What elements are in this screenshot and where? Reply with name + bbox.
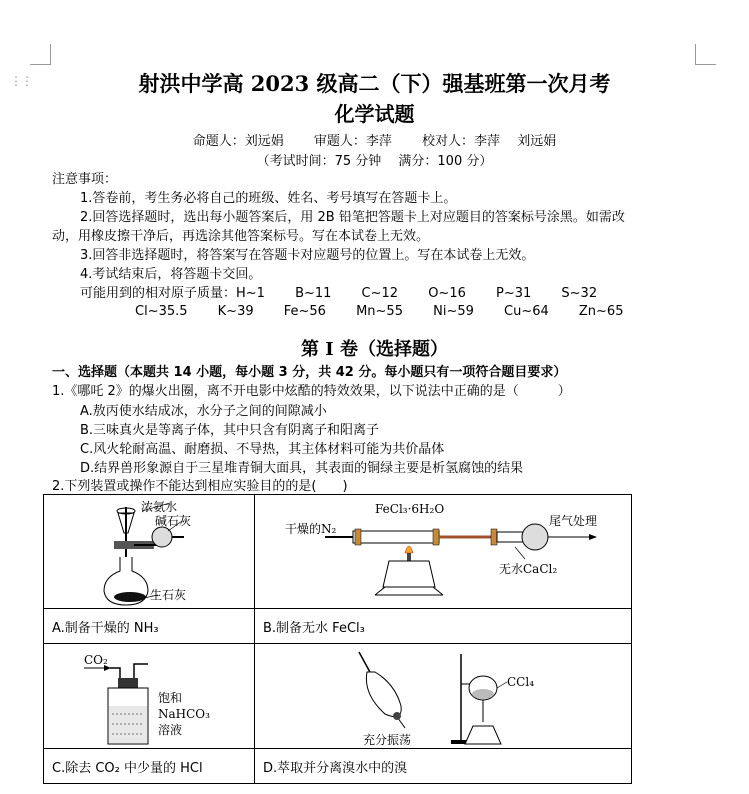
question-1-option-c: C.风火轮耐高温、耐磨损、不导热，其主体材料可能为共价晶体	[80, 442, 445, 457]
atomic-masses-line-1: 可能用到的相对原子质量：H~1 B~11 C~12 O~16 P~31 S~32	[80, 286, 598, 301]
figure-a-label-bottom: 生石灰	[150, 588, 187, 602]
section-title: 第 I 卷（选择题）	[301, 339, 448, 360]
exam-info: （考试时间：75 分钟 满分：100 分）	[256, 154, 493, 169]
note-item: 2.回答选择题时，选出每小题答案后，用 2B 铅笔把答题卡上对应题目的答案标号涂黑。如需改	[80, 210, 625, 225]
note-item: 1.答卷前，考生务必将自己的班级、姓名、考号填写在答题卡上。	[80, 191, 457, 206]
option-a-caption: A.制备干燥的 NH₃	[44, 609, 255, 644]
figure-a-label-top: 浓氨水	[141, 500, 178, 514]
note-item: 3.回答非选择题时，将答案写在答题卡对应题号的位置上。写在本试卷上无效。	[80, 248, 535, 263]
figure-c-gas: CO₂	[84, 653, 108, 667]
exam-title: 射洪中学高 2023 级高二（下）强基班第一次月考	[138, 71, 611, 96]
question-1-option-d: D.结界兽形象源自于三星堆青铜大面具，其表面的铜绿主要是析氢腐蚀的结果	[80, 461, 524, 476]
atomic-masses-line-2: Cl~35.5 K~39 Fe~56 Mn~55 Ni~59 Cu~64 Zn~65	[135, 304, 624, 319]
option-c-caption: C.除去 CO₂ 中少量的 HCl	[44, 749, 255, 784]
notes-heading: 注意事项：	[52, 172, 118, 187]
figure-b-gas-in: 干燥的N₂	[285, 522, 337, 536]
page-corner-mark-right	[695, 44, 716, 65]
figure-d-solvent: CCl₄	[507, 675, 535, 689]
figure-a-label-mid: 碱石灰	[155, 514, 192, 528]
figure-b-drying-agent: 无水CaCl₂	[499, 562, 558, 576]
question-1-option-b: B.三味真火是等离子体，其中只含有阴离子和阳离子	[80, 423, 380, 438]
note-item: 动，用橡皮擦干净后，再选涂其他答案标号。写在本试卷上无效。	[52, 229, 430, 244]
page-corner-mark-left	[30, 44, 51, 65]
note-item: 4.考试结束后，将答题卡交回。	[80, 267, 262, 282]
figure-c-gas-washing-bottle	[44, 644, 254, 748]
figure-a-ammonia-apparatus	[44, 495, 254, 608]
question-1-stem: 1.《哪吒 2》的爆火出圈，离不开电影中炫酷的特效效果，以下说法中正确的是（ ）	[52, 384, 571, 399]
figure-c-solution-2: NaHCO₃	[158, 707, 210, 721]
question-2-stem: 2.下列装置或操作不能达到相应实验目的的是( )	[52, 479, 348, 494]
question-2-options-table	[43, 494, 632, 784]
figure-c-solution-1: 饱和	[158, 691, 183, 705]
figure-d-extraction	[255, 644, 631, 748]
figure-c-solution-3: 溶液	[158, 723, 183, 737]
question-1-option-a: A.敖丙使水结成冰，水分子之间的间隙减小	[80, 404, 327, 419]
figure-b-reagent: FeCl₃·6H₂O	[375, 502, 445, 516]
option-d-caption: D.萃取并分离溴水中的溴	[255, 749, 632, 784]
part-one-heading: 一、选择题（本题共 14 小题，每小题 3 分，共 42 分。每小题只有一项符合题目要求）	[52, 365, 567, 380]
subject-title: 化学试题	[334, 102, 415, 126]
drag-handle-icon[interactable]: ⋮⋮	[10, 74, 32, 88]
figure-d-shake-label: 充分振荡	[363, 733, 412, 747]
figure-b-exhaust: 尾气处理	[549, 514, 598, 528]
option-b-caption: B.制备无水 FeCl₃	[255, 609, 632, 644]
figure-b-fecl3-apparatus	[255, 495, 631, 608]
staff-line: 命题人：刘远娟 审题人：李萍 校对人：李萍 刘远娟	[192, 134, 557, 149]
